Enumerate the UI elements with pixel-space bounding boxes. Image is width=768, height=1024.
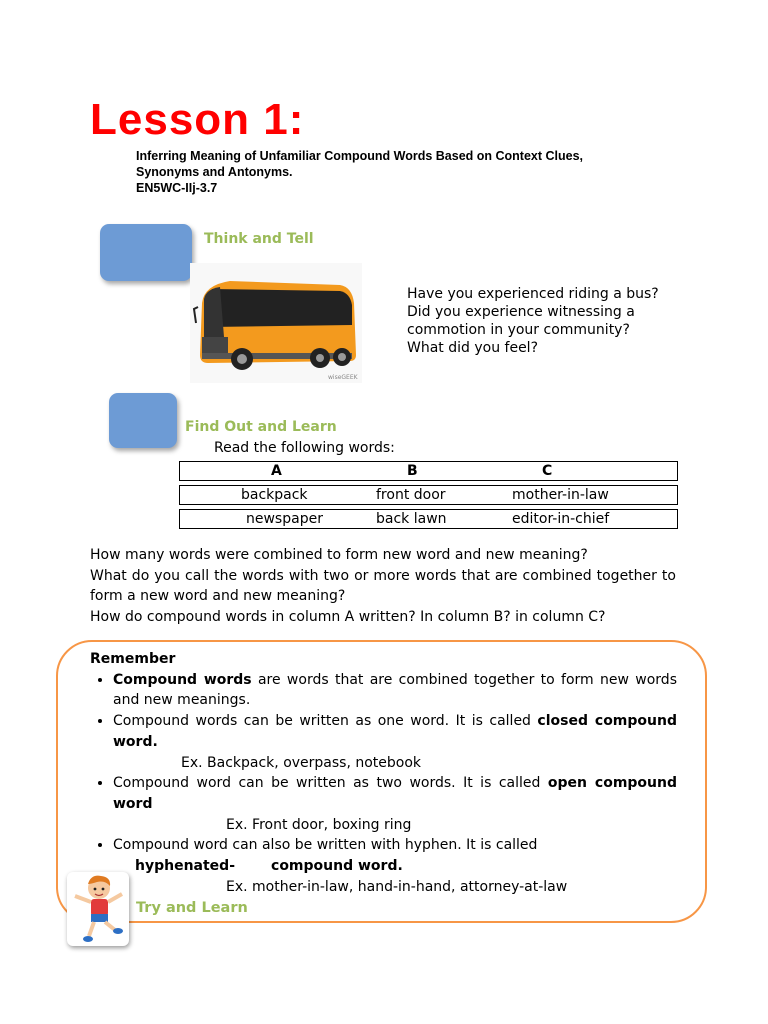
table-row bbox=[179, 509, 678, 529]
table-cell: editor-in-chief bbox=[512, 511, 610, 527]
table-header-row bbox=[179, 461, 678, 481]
column-header-b: B bbox=[407, 463, 418, 479]
question-3: How do compound words in column A written? In column B? in column C? bbox=[90, 609, 606, 626]
bus-icon bbox=[190, 263, 362, 383]
lesson-title: Lesson 1: bbox=[90, 95, 305, 144]
remember-heading: Remember bbox=[90, 651, 176, 667]
remember-content bbox=[90, 649, 677, 897]
example-text: Ex. mother-in-law, hand-in-hand, attorney-at-law bbox=[226, 878, 568, 895]
table-cell: back lawn bbox=[376, 511, 447, 527]
list-item bbox=[113, 711, 677, 773]
question-line: commotion in your community? bbox=[407, 322, 630, 338]
term-bold: closed compound word. bbox=[113, 713, 677, 750]
find-out-box bbox=[109, 393, 177, 448]
list-item bbox=[113, 670, 677, 711]
example-text: Ex. Front door, boxing ring bbox=[226, 816, 412, 833]
item-text: Compound word can also be written with hyphen. It is called bbox=[113, 837, 538, 854]
question-line: Have you experienced riding a bus? bbox=[407, 286, 659, 302]
table-cell: mother-in-law bbox=[512, 487, 609, 503]
table-cell: backpack bbox=[241, 487, 308, 503]
term-bold: Compound words bbox=[113, 671, 252, 688]
bus-watermark: wiseGEEK bbox=[328, 374, 358, 381]
column-header-c: C bbox=[542, 463, 553, 479]
question-line: Did you experience witnessing a bbox=[407, 304, 635, 320]
list-item bbox=[113, 773, 677, 835]
term-bold-line bbox=[113, 856, 677, 877]
think-tell-heading: Think and Tell bbox=[204, 231, 314, 247]
term-bold: compound word. bbox=[271, 858, 403, 875]
think-tell-box bbox=[100, 224, 192, 281]
item-text: Compound words can be written as one word. It is called bbox=[113, 713, 538, 730]
remember-list bbox=[90, 670, 677, 898]
subtitle-line-2: Synonyms and Antonyms. bbox=[136, 165, 293, 179]
kid-icon bbox=[67, 872, 129, 946]
competency-code: EN5WC-IIj-3.7 bbox=[136, 181, 218, 195]
find-out-instruction: Read the following words: bbox=[214, 440, 395, 456]
discussion-questions bbox=[90, 545, 676, 628]
item-text: Compound word can be written as two words. It is called bbox=[113, 775, 548, 792]
lesson-subtitle bbox=[136, 148, 696, 196]
question-line: What did you feel? bbox=[407, 340, 538, 356]
bus-image bbox=[190, 263, 362, 383]
think-tell-questions bbox=[407, 285, 707, 357]
table-cell: front door bbox=[376, 487, 446, 503]
example-text: Ex. Backpack, overpass, notebook bbox=[181, 754, 422, 771]
column-header-a: A bbox=[271, 463, 282, 479]
subtitle-line-1: Inferring Meaning of Unfamiliar Compound Words Based on Context Clues, bbox=[136, 149, 584, 163]
term-bold: hyphenated- bbox=[135, 858, 236, 875]
question-2: What do you call the words with two or more words that are combined together to form a new word and new meaning? bbox=[90, 567, 676, 605]
kid-image bbox=[67, 872, 129, 946]
question-1: How many words were combined to form new word and new meaning? bbox=[90, 547, 588, 563]
term-bold: open compound word bbox=[113, 775, 677, 812]
try-learn-heading: Try and Learn bbox=[136, 900, 248, 916]
item-text: are words that are combined together to form new words and new meanings. bbox=[113, 671, 677, 709]
find-out-heading: Find Out and Learn bbox=[185, 419, 337, 435]
table-cell: newspaper bbox=[246, 511, 323, 527]
table-row bbox=[179, 485, 678, 505]
list-item bbox=[113, 835, 677, 897]
